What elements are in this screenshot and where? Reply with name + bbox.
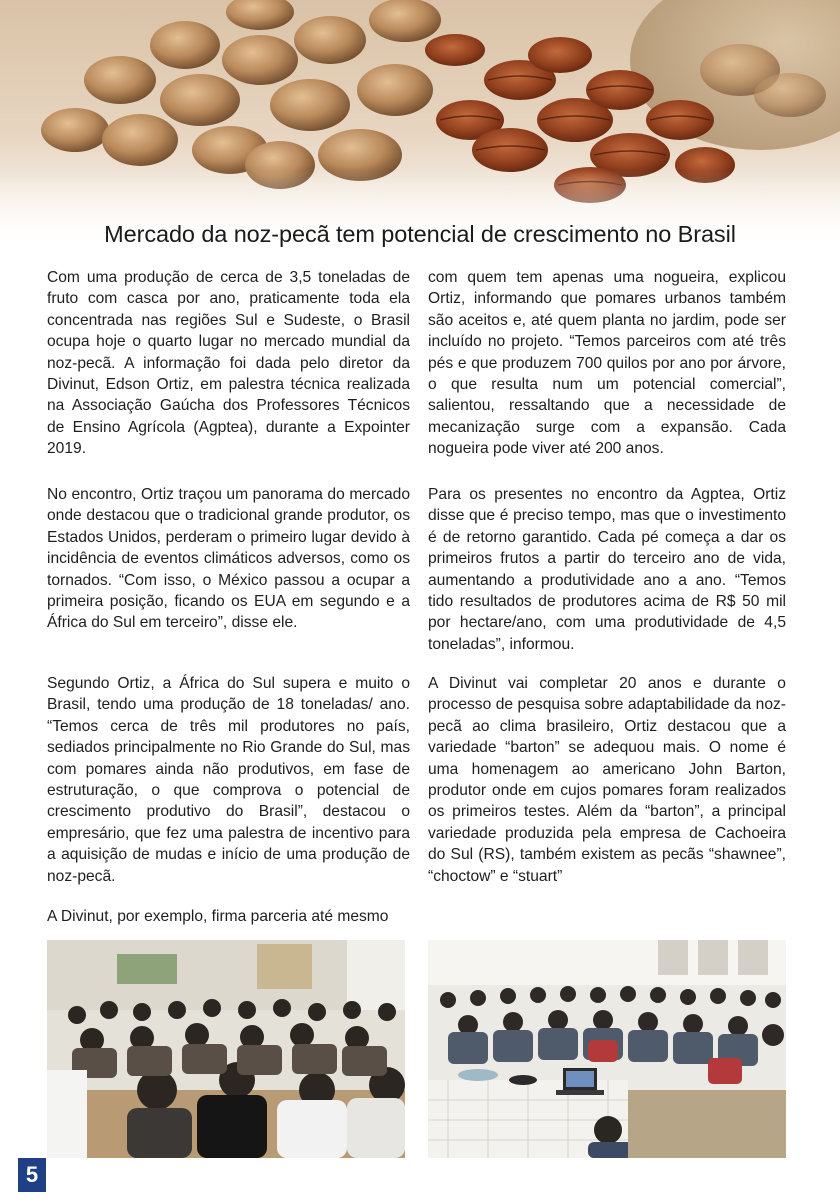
photo-audience-lecture	[47, 940, 405, 1158]
paragraph: com quem tem apenas uma nogueira, explicou Ortiz, informando que pomares urbanos também são aceitos e, até quem planta no jardim, pode ser incluído no projeto. “Temos parceiros com até três pés e que produzem 700 quilos por ano por árvore, o que resulta num um potencial comercial”, salientou, ressaltando que a necessidade de mecanização surge com a expansão. Cada nogueira pode viver até 200 anos.	[428, 269, 786, 458]
photo-audience-presentation	[428, 940, 786, 1158]
paragraph: Para os presentes no encontro da Agptea, Ortiz disse que é preciso tempo, mas que o investimento é de retorno garantido. Cada pé começa a dar os primeiros frutos a partir do terceiro ano de vida, aumentando a produtividade ano a ano. “Temos tido resultados de produtores acima de R$ 50 mil por hectare/ano, com uma produtividade de 4,5 toneladas”, informou.	[428, 486, 786, 653]
pecans-illustration	[0, 0, 840, 250]
paragraph: A Divinut, por exemplo, firma parceria até mesmo	[47, 908, 389, 925]
paragraph: Com uma produção de cerca de 3,5 toneladas de fruto com casca por ano, praticamente toda ela concentrada nas regiões Sul e Sudeste, o Brasil ocupa hoje o quarto lugar no mercado mundial da noz-pecã. A informação foi dada pelo diretor da Divinut, Edson Ortiz, em palestra técnica realizada na Associação Gaúcha dos Professores Técnicos de Ensino Agrícola (Agptea), durante a Expointer 2019.	[47, 269, 410, 458]
paragraph: No encontro, Ortiz traçou um panorama do mercado onde destacou que o tradicional grande produtor, os Estados Unidos, perderam o primeiro lugar devido à incidência de eventos climáticos adversos, como os tornados. “Com isso, o México passou a ocupar a primeira posição, ficando os EUA em segundo e a África do Sul em terceiro”, disse ele.	[47, 486, 410, 632]
paragraph: Segundo Ortiz, a África do Sul supera e muito o Brasil, tendo uma produção de 18 toneladas/ ano. “Temos cerca de três mil produtores no país, sediados principalmente no Rio Grande do Sul, mas com pomares ainda não produtivos, em fase de estruturação, o que comprova o potencial de crescimento produtivo do Brasil”, destacou o empresário, que fez uma palestra de incentivo para a aquisição de mudas e início de uma produção de noz-pecã.	[47, 675, 410, 885]
article-title: Mercado da noz-pecã tem potencial de crescimento no Brasil	[104, 221, 736, 247]
page-number: 5	[18, 1158, 46, 1192]
hero-image-pecans	[0, 0, 840, 250]
paragraph: A Divinut vai completar 20 anos e durante o processo de pesquisa sobre adaptabilidade da noz-pecã ao clima brasileiro, Ortiz destacou que a variedade “barton” se adequou mais. O nome é uma homenagem ao americano John Barton, produtor onde em cujos pomares foram realizados os primeiros testes. Além da “barton”, a principal variedade produzida pela empresa de Cachoeira do Sul (RS), também existem as pecãs “shawnee”, “choctow” e “stuart”	[428, 675, 786, 885]
